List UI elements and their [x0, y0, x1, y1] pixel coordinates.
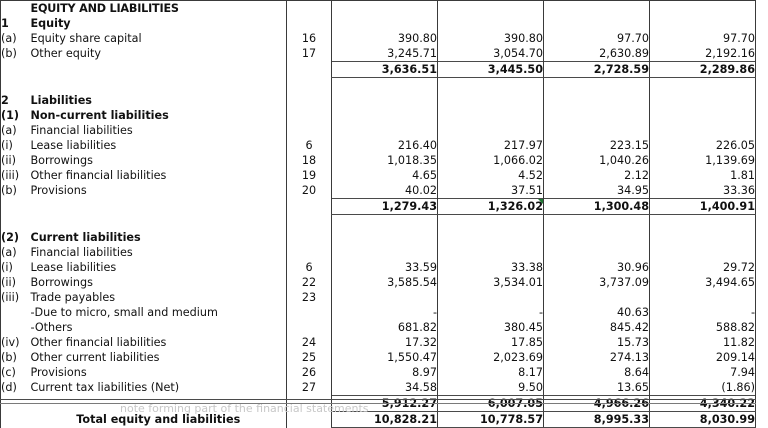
table-row	[1, 93, 756, 108]
row-value-col4: (1.86)	[650, 380, 756, 396]
row-label: Current liabilities	[30, 231, 141, 244]
clipped-footer-text: note forming part of the financial statements	[120, 402, 369, 415]
row-label: Borrowings	[30, 276, 93, 289]
row-value-col1	[332, 123, 438, 138]
table-row	[1, 153, 756, 168]
row-value-col2: 6,007.05	[438, 396, 544, 412]
row-value-col4: 2,289.86	[650, 62, 756, 78]
table-row	[1, 1, 756, 17]
row-value-col3	[544, 245, 650, 260]
row-value-col4: 4,340.22	[650, 396, 756, 412]
row-value-col3	[544, 93, 650, 108]
row-code: (iii)	[1, 290, 31, 305]
row-value-col2	[438, 123, 544, 138]
row-label: Other financial liabilities	[30, 169, 167, 182]
row-code: 2	[1, 93, 31, 108]
row-value-col2: 37.51	[438, 183, 544, 199]
row-value-col4: 3,494.65	[650, 275, 756, 290]
row-value-col4	[650, 78, 756, 94]
row-value-col1: 1,279.43	[332, 199, 438, 215]
row-note-ref: 23	[287, 290, 332, 305]
row-code: (2)	[1, 230, 31, 245]
table-row	[1, 46, 756, 62]
table-row	[1, 108, 756, 123]
row-value-col1: 33.59	[332, 260, 438, 275]
row-value-col1	[332, 78, 438, 94]
row-value-col4: 1,400.91	[650, 199, 756, 215]
row-note-ref	[287, 93, 332, 108]
table-row	[1, 62, 756, 78]
row-value-col1: 681.82	[332, 320, 438, 335]
row-note-ref	[287, 16, 332, 31]
row-code: (ii)	[1, 275, 31, 290]
row-code: 1	[1, 16, 31, 31]
row-value-col1	[332, 108, 438, 123]
table-row	[1, 183, 756, 199]
row-note-ref	[287, 78, 332, 94]
table-row	[1, 335, 756, 350]
row-value-col3: 1,040.26	[544, 153, 650, 168]
row-value-col3: 8,995.33	[544, 412, 650, 428]
row-value-col2: 217.97	[438, 138, 544, 153]
row-value-col2: 1,326.02	[438, 199, 544, 215]
row-label: Other current liabilities	[30, 351, 160, 364]
row-value-col1: 17.32	[332, 335, 438, 350]
row-value-col3: 2,630.89	[544, 46, 650, 62]
row-value-col3	[544, 290, 650, 305]
row-note-ref	[287, 1, 332, 17]
row-code: (b)	[1, 183, 31, 199]
row-value-col3: 274.13	[544, 350, 650, 365]
row-value-col3: 1,300.48	[544, 199, 650, 215]
row-value-col4: 11.82	[650, 335, 756, 350]
row-label: Current tax liabilities (Net)	[30, 381, 180, 395]
row-value-col1: 3,585.54	[332, 275, 438, 290]
row-value-col3: 40.63	[544, 305, 650, 320]
row-note-ref	[287, 108, 332, 123]
table-row	[1, 260, 756, 275]
row-label: Liabilities	[30, 94, 92, 107]
row-label	[31, 62, 287, 78]
row-value-col2	[438, 245, 544, 260]
row-note-ref: 18	[287, 153, 332, 168]
row-value-col3: 15.73	[544, 335, 650, 350]
row-label: Financial liabilities	[30, 124, 133, 137]
row-value-col2: 380.45	[438, 320, 544, 335]
sheet-bottom-rule-secondary	[0, 403, 756, 404]
row-label: -Others	[30, 321, 73, 334]
table-row	[1, 199, 756, 215]
row-value-col2: 3,054.70	[438, 46, 544, 62]
row-note-ref: 6	[287, 260, 332, 275]
row-value-col4	[650, 16, 756, 31]
row-note-ref	[287, 199, 332, 215]
row-value-col2: -	[438, 305, 544, 320]
row-value-col2: 390.80	[438, 31, 544, 46]
row-value-col1: -	[332, 305, 438, 320]
row-code: (1)	[1, 108, 31, 123]
row-value-col1	[332, 215, 438, 231]
table-row	[1, 138, 756, 153]
row-value-col1	[332, 1, 438, 17]
row-value-col3: 845.42	[544, 320, 650, 335]
row-code: (c)	[1, 365, 31, 380]
row-value-col1: 1,550.47	[332, 350, 438, 365]
row-code: (a)	[1, 31, 31, 46]
row-label: Equity share capital	[30, 32, 142, 45]
row-code	[1, 320, 31, 335]
row-value-col3: 3,737.09	[544, 275, 650, 290]
row-code	[1, 412, 31, 428]
row-value-col4	[650, 245, 756, 260]
table-row	[1, 365, 756, 380]
row-value-col2	[438, 16, 544, 31]
row-code	[1, 305, 31, 320]
row-value-col4: 1.81	[650, 168, 756, 183]
row-value-col1: 5,912.27	[332, 396, 438, 412]
row-note-ref	[287, 62, 332, 78]
row-label: Other equity	[30, 47, 102, 61]
row-value-col2: 33.38	[438, 260, 544, 275]
row-note-ref: 22	[287, 275, 332, 290]
table-row	[1, 275, 756, 290]
row-value-col4	[650, 290, 756, 305]
row-value-col3: 2,728.59	[544, 62, 650, 78]
table-row	[1, 78, 756, 94]
row-value-col4	[650, 93, 756, 108]
row-value-col2	[438, 215, 544, 231]
row-value-col3	[544, 1, 650, 17]
row-note-ref: 17	[287, 46, 332, 62]
row-value-col3	[544, 230, 650, 245]
row-note-ref	[287, 305, 332, 320]
row-code: (i)	[1, 260, 31, 275]
row-code	[1, 62, 31, 78]
row-value-col1: 3,245.71	[332, 46, 438, 62]
table-row	[1, 31, 756, 46]
row-value-col2: 1,066.02	[438, 153, 544, 168]
row-value-col3: 30.96	[544, 260, 650, 275]
row-label: Lease liabilities	[30, 139, 117, 152]
sheet-bottom-rule	[0, 399, 756, 400]
row-value-col3	[544, 78, 650, 94]
row-value-col2: 17.85	[438, 335, 544, 350]
row-value-col1: 8.97	[332, 365, 438, 380]
row-code	[1, 1, 31, 17]
row-note-ref: 27	[287, 380, 332, 396]
row-note-ref	[287, 123, 332, 138]
row-value-col1	[332, 290, 438, 305]
row-note-ref: 16	[287, 31, 332, 46]
row-value-col2	[438, 230, 544, 245]
row-value-col1: 1,018.35	[332, 153, 438, 168]
table-row	[1, 380, 756, 396]
row-value-col2	[438, 78, 544, 94]
row-note-ref: 19	[287, 168, 332, 183]
row-value-col1: 10,828.21	[332, 412, 438, 428]
table-row	[1, 168, 756, 183]
row-code: (iv)	[1, 335, 31, 350]
row-label: Borrowings	[30, 154, 93, 167]
row-note-ref	[287, 320, 332, 335]
row-code: (iii)	[1, 168, 31, 183]
row-note-ref	[287, 215, 332, 231]
row-label: Lease liabilities	[30, 261, 117, 274]
row-label: Total equity and liabilities	[76, 413, 241, 426]
row-value-col2: 9.50	[438, 380, 544, 396]
row-value-col3	[544, 16, 650, 31]
row-value-col4: 7.94	[650, 365, 756, 380]
row-value-col2: 3,445.50	[438, 62, 544, 78]
row-value-col1	[332, 230, 438, 245]
row-code: (a)	[1, 123, 31, 138]
row-value-col1: 216.40	[332, 138, 438, 153]
row-value-col4: 8,030.99	[650, 412, 756, 428]
row-value-col3: 97.70	[544, 31, 650, 46]
row-label: Provisions	[30, 366, 87, 379]
row-note-ref	[287, 245, 332, 260]
row-value-col3: 223.15	[544, 138, 650, 153]
table-row	[1, 320, 756, 335]
row-value-col2	[438, 108, 544, 123]
row-value-col1: 34.58	[332, 380, 438, 396]
row-value-col3: 4,966.26	[544, 396, 650, 412]
row-value-col4: 1,139.69	[650, 153, 756, 168]
row-label: Financial liabilities	[30, 246, 133, 259]
row-value-col3: 13.65	[544, 380, 650, 396]
table-row	[1, 350, 756, 365]
row-value-col3	[544, 123, 650, 138]
row-value-col2: 2,023.69	[438, 350, 544, 365]
row-value-col1	[332, 16, 438, 31]
row-label: Provisions	[30, 184, 87, 198]
row-code: (i)	[1, 138, 31, 153]
table-row	[1, 305, 756, 320]
row-note-ref: 24	[287, 335, 332, 350]
row-label: -Due to micro, small and medium	[30, 306, 218, 319]
row-label: Equity	[30, 17, 71, 30]
row-code	[1, 215, 31, 231]
table-row	[1, 412, 756, 428]
row-note-ref: 25	[287, 350, 332, 365]
row-note-ref: 20	[287, 183, 332, 199]
row-value-col4	[650, 215, 756, 231]
row-value-col1	[332, 93, 438, 108]
row-value-col3: 2.12	[544, 168, 650, 183]
row-label: Non-current liabilities	[30, 109, 169, 122]
row-value-col4: 209.14	[650, 350, 756, 365]
row-note-ref: 26	[287, 365, 332, 380]
row-note-ref	[287, 230, 332, 245]
row-value-col4	[650, 108, 756, 123]
row-value-col4: 2,192.16	[650, 46, 756, 62]
row-value-col3: 8.64	[544, 365, 650, 380]
row-code: (b)	[1, 350, 31, 365]
row-value-col2	[438, 290, 544, 305]
row-value-col4	[650, 1, 756, 17]
row-value-col4: -	[650, 305, 756, 320]
row-value-col1: 390.80	[332, 31, 438, 46]
row-value-col1: 4.65	[332, 168, 438, 183]
table-row	[1, 16, 756, 31]
row-value-col4: 29.72	[650, 260, 756, 275]
table-row	[1, 123, 756, 138]
row-label: Other financial liabilities	[30, 336, 167, 349]
row-value-col2: 3,534.01	[438, 275, 544, 290]
row-label	[31, 78, 287, 94]
row-code	[1, 199, 31, 215]
row-value-col2: 4.52	[438, 168, 544, 183]
table-row	[1, 230, 756, 245]
row-code: (b)	[1, 46, 31, 62]
row-value-col2: 10,778.57	[438, 412, 544, 428]
row-code	[1, 78, 31, 94]
row-value-col4	[650, 230, 756, 245]
row-value-col2	[438, 93, 544, 108]
row-value-col1	[332, 245, 438, 260]
row-label: Trade payables	[30, 291, 116, 304]
row-label: EQUITY AND LIABILITIES	[31, 1, 287, 17]
table-row	[1, 245, 756, 260]
row-value-col2	[438, 1, 544, 17]
row-value-col1: 3,636.51	[332, 62, 438, 78]
row-value-col2: 8.17	[438, 365, 544, 380]
table-body	[1, 1, 756, 428]
row-code: (d)	[1, 380, 31, 396]
row-value-col4: 97.70	[650, 31, 756, 46]
row-label	[31, 215, 287, 231]
table-row	[1, 290, 756, 305]
row-value-col3: 34.95	[544, 183, 650, 199]
table-row	[1, 215, 756, 231]
row-note-ref: 6	[287, 138, 332, 153]
row-label	[31, 199, 287, 215]
row-value-col3	[544, 108, 650, 123]
row-value-col4: 33.36	[650, 183, 756, 199]
row-value-col4	[650, 123, 756, 138]
row-code: (a)	[1, 245, 31, 260]
row-value-col4: 588.82	[650, 320, 756, 335]
row-value-col3	[544, 215, 650, 231]
row-code: (ii)	[1, 153, 31, 168]
row-value-col1: 40.02	[332, 183, 438, 199]
row-value-col4: 226.05	[650, 138, 756, 153]
